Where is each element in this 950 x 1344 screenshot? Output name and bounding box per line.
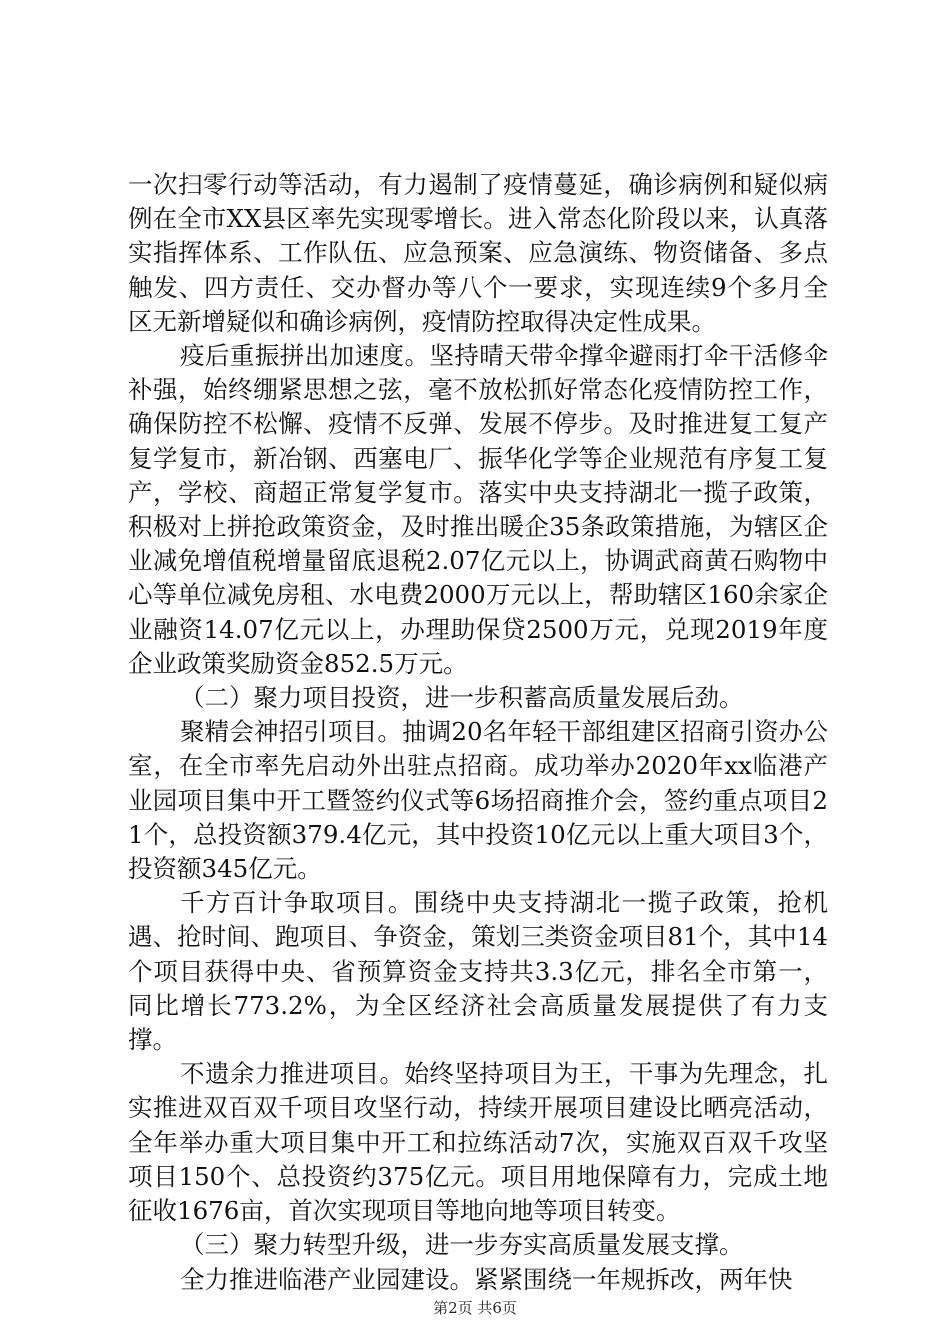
paragraph-5: 不遗余力推进项目。始终坚持项目为王，干事为先理念，扎实推进双百双千项目攻坚行动，持续开展项目建设比晒亮活动，全年举办重大项目集中开工和拉练活动7次，实施双百双千攻坚项目150个、总投资约375亿元。项目用地保障有力，完成土地征收1676亩，首次实现项目等地向地等项目转变。 [128, 1059, 828, 1226]
paragraph-6: 全力推进临港产业园建设。紧紧围绕一年规拆改，两年快 [180, 1264, 793, 1294]
section-heading-2: （二）聚力项目投资，进一步积蓄高质量发展后劲。 [180, 683, 744, 713]
document-body [128, 168, 828, 1297]
paragraph-3: 聚精会神招引项目。抽调20名年轻干部组建区招商引资办公室，在全市率先启动外出驻点招商。成功举办2020年xx临港产业园项目集中开工暨签约仪式等6场招商推介会，签约重点项目21个，总投资额379.4亿元，其中投资10亿元以上重大项目3个，投资额345亿元。 [128, 717, 828, 884]
paragraph-2: 疫后重振拼出加速度。坚持晴天带伞撑伞避雨打伞干活修伞补强，始终绷紧思想之弦，毫不放松抓好常态化疫情防控工作，确保防控不松懈、疫情不反弹、发展不停步。及时推进复工复产复学复市，新冶钢、西塞电厂、振华化学等企业规范有序复工复产，学校、商超正常复学复市。落实中央支持湖北一揽子政策，积极对上拼抢政策资金，及时推出暖企35条政策措施，为辖区企业减免增值税增量留底退税2.07亿元以上，协调武商黄石购物中心等单位减免房租、水电费2000万元以上，帮助辖区160余家企业融资14.07亿元以上，办理助保贷2500万元，兑现2019年度企业政策奖励资金852.5万元。 [128, 341, 828, 678]
page-number-footer: 第2页 共6页 [433, 1299, 517, 1317]
paragraph-1: 一次扫零行动等活动，有力遏制了疫情蔓延，确诊病例和疑似病例在全市XX县区率先实现零增长。进入常态化阶段以来，认真落实指挥体系、工作队伍、应急预案、应急演练、物资储备、多点触发、四方责任、交办督办等八个一要求，实现连续9个多月全区无新增疑似和确诊病例，疫情防控取得决定性成果。 [128, 170, 828, 336]
paragraph-4: 千方百计争取项目。围绕中央支持湖北一揽子政策，抢机遇、抢时间、跑项目、争资金，策划三类资金项目81个，其中14个项目获得中央、省预算资金支持共3.3亿元，排名全市第一，同比增长773.2%，为全区经济社会高质量发展提供了有力支撑。 [128, 888, 828, 1055]
section-heading-3: （三）聚力转型升级，进一步夯实高质量发展支撑。 [180, 1230, 744, 1260]
